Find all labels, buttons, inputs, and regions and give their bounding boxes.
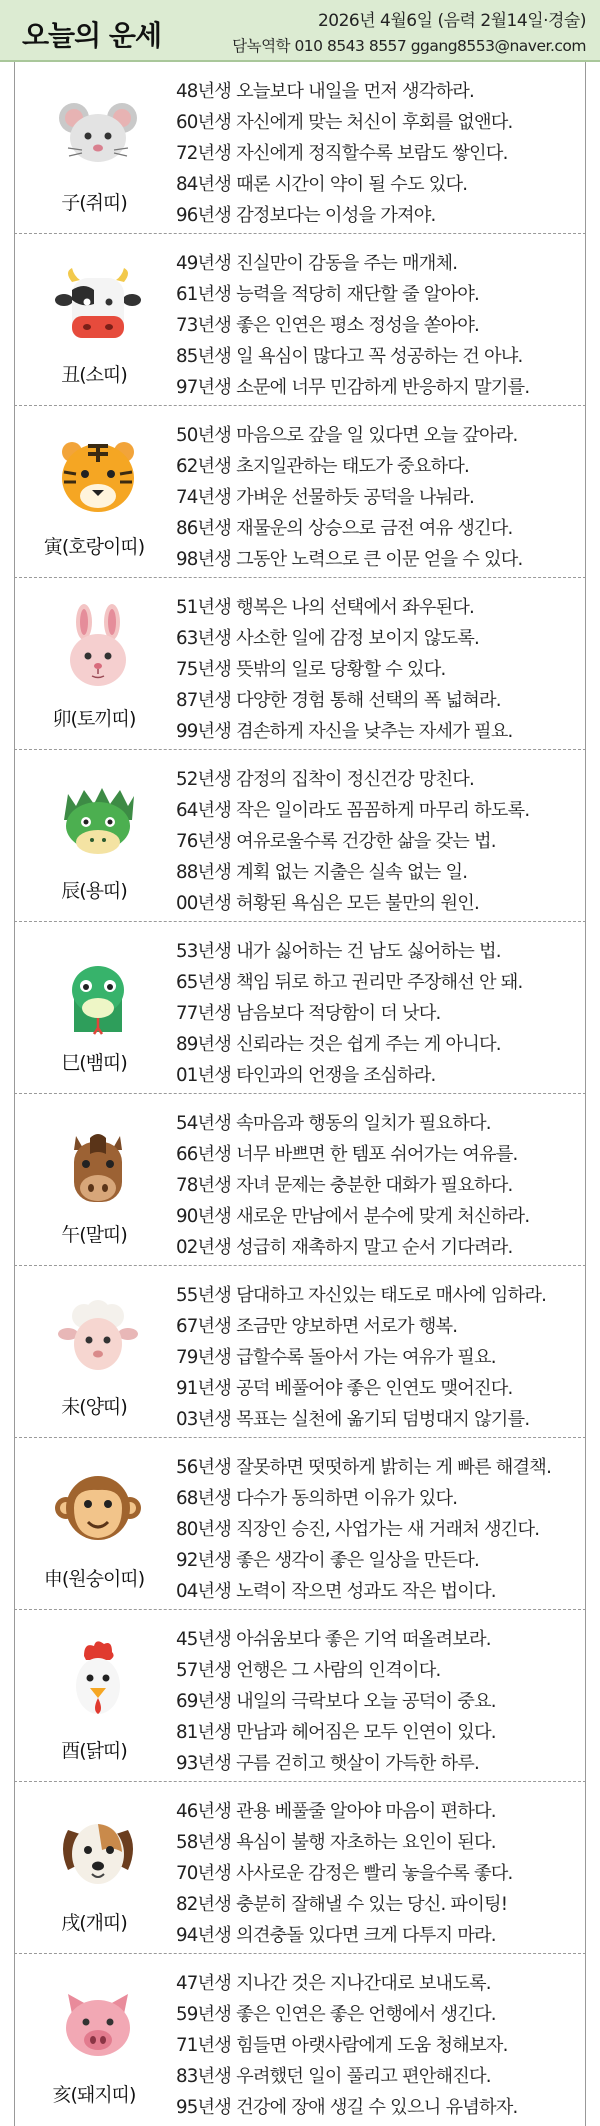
fortune-line <box>176 76 584 107</box>
birth-year: 82년생 <box>176 1894 232 1915</box>
birth-year: 80년생 <box>176 1519 232 1540</box>
fortune-lines <box>176 1796 584 1951</box>
fortune-line <box>176 1748 584 1779</box>
monkey-icon <box>54 1464 142 1552</box>
fortune-text: 잘못하면 떳떳하게 밝히는 게 빠른 해결책. <box>236 1457 552 1478</box>
birth-year: 69년생 <box>176 1691 232 1712</box>
fortune-line <box>176 1999 584 2030</box>
fortune-lines <box>176 420 584 575</box>
fortune-text: 구름 걷히고 햇살이 가득한 하루. <box>236 1753 479 1774</box>
birth-year: 85년생 <box>176 346 232 367</box>
birth-year: 57년생 <box>176 1660 232 1681</box>
fortune-text: 작은 일이라도 꼼꼼하게 마무리 하도록. <box>236 800 530 821</box>
animal-label: 亥(돼지띠) <box>52 2084 136 2106</box>
birth-year: 71년생 <box>176 2035 232 2056</box>
fortune-line <box>176 482 584 513</box>
fortune-line <box>176 513 584 544</box>
birth-year: 50년생 <box>176 425 232 446</box>
fortune-line <box>176 310 584 341</box>
fortune-line <box>176 1576 584 1607</box>
fortune-text: 사사로운 감정은 빨리 놓을수록 좋다. <box>236 1863 513 1884</box>
fortune-text: 조금만 양보하면 서로가 행복. <box>236 1316 458 1337</box>
birth-year: 93년생 <box>176 1753 232 1774</box>
birth-year: 54년생 <box>176 1113 232 1134</box>
zodiac-section <box>14 1782 586 1954</box>
fortune-text: 뜻밖의 일로 당황할 수 있다. <box>236 659 446 680</box>
fortune-line <box>176 420 584 451</box>
rooster-icon <box>54 1636 142 1724</box>
fortune-text: 일 욕심이 많다고 꼭 성공하는 건 아냐. <box>236 346 523 367</box>
animal-label: 午(말띠) <box>61 1224 127 1246</box>
animal-label: 未(양띠) <box>61 1396 127 1418</box>
page-title: 오늘의 운세 <box>22 19 161 52</box>
birth-year: 86년생 <box>176 518 232 539</box>
zodiac-section <box>14 62 586 234</box>
fortune-line <box>176 1655 584 1686</box>
fortune-lines <box>176 1108 584 1263</box>
birth-year: 59년생 <box>176 2004 232 2025</box>
birth-year: 63년생 <box>176 628 232 649</box>
birth-year: 67년생 <box>176 1316 232 1337</box>
fortune-line <box>176 716 584 747</box>
fortune-line <box>176 169 584 200</box>
dragon-icon <box>54 776 142 864</box>
fortune-text: 사소한 일에 감정 보이지 않도록. <box>236 628 479 649</box>
birth-year: 76년생 <box>176 831 232 852</box>
birth-year: 98년생 <box>176 549 232 570</box>
fortune-line <box>176 795 584 826</box>
animal-label: 卯(토끼띠) <box>52 708 136 730</box>
fortune-line <box>176 1796 584 1827</box>
fortune-line <box>176 857 584 888</box>
fortune-line <box>176 1029 584 1060</box>
zodiac-section <box>14 1610 586 1782</box>
fortune-lines <box>176 592 584 747</box>
rabbit-icon <box>54 604 142 692</box>
zodiac-section <box>14 1266 586 1438</box>
animal-label: 子(쥐띠) <box>61 192 127 214</box>
birth-year: 95년생 <box>176 2097 232 2118</box>
birth-year: 53년생 <box>176 941 232 962</box>
zodiac-section <box>14 1954 586 2126</box>
birth-year: 90년생 <box>176 1206 232 1227</box>
page-header <box>0 0 600 62</box>
fortune-text: 그동안 노력으로 큰 이문 얻을 수 있다. <box>236 549 523 570</box>
fortune-text: 다양한 경험 통해 선택의 폭 넓혀라. <box>236 690 501 711</box>
fortune-line <box>176 107 584 138</box>
fortune-line <box>176 967 584 998</box>
zodiac-section <box>14 750 586 922</box>
fortune-text: 가벼운 선물하듯 공덕을 나눠라. <box>236 487 475 508</box>
birth-year: 88년생 <box>176 862 232 883</box>
dog-icon <box>54 1808 142 1896</box>
birth-year: 61년생 <box>176 284 232 305</box>
animal-label: 丑(소띠) <box>61 364 127 386</box>
fortune-line <box>176 544 584 575</box>
birth-year: 48년생 <box>176 81 232 102</box>
pig-icon <box>54 1980 142 2068</box>
fortune-text: 욕심이 불행 자초하는 요인이 된다. <box>236 1832 496 1853</box>
zodiac-section <box>14 234 586 406</box>
birth-year: 77년생 <box>176 1003 232 1024</box>
birth-year: 66년생 <box>176 1144 232 1165</box>
fortune-line <box>176 1060 584 1091</box>
fortune-line <box>176 685 584 716</box>
fortune-text: 감정보다는 이성을 가져야. <box>236 205 436 226</box>
fortune-text: 때론 시간이 약이 될 수도 있다. <box>236 174 468 195</box>
fortune-line <box>176 2030 584 2061</box>
animal-label: 酉(닭띠) <box>61 1740 127 1762</box>
fortune-line <box>176 138 584 169</box>
fortune-text: 충분히 잘해낼 수 있는 당신. 파이팅! <box>236 1894 508 1915</box>
birth-year: 58년생 <box>176 1832 232 1853</box>
fortune-text: 지나간 것은 지나간대로 보내도록. <box>236 1973 491 1994</box>
fortune-text: 진실만이 감동을 주는 매개체. <box>236 253 458 274</box>
birth-year: 92년생 <box>176 1550 232 1571</box>
fortune-text: 목표는 실천에 옮기되 덤벙대지 않기를. <box>236 1409 530 1430</box>
fortune-lines <box>176 1280 584 1435</box>
fortune-line <box>176 1920 584 1951</box>
ox-icon <box>54 260 142 348</box>
animal-label: 戌(개띠) <box>61 1912 127 1934</box>
fortune-text: 속마음과 행동의 일치가 필요하다. <box>236 1113 491 1134</box>
fortune-line <box>176 372 584 403</box>
birth-year: 99년생 <box>176 721 232 742</box>
fortune-lines <box>176 936 584 1091</box>
birth-year: 94년생 <box>176 1925 232 1946</box>
fortune-text: 내일의 극락보다 오늘 공덕이 중요. <box>236 1691 496 1712</box>
fortune-line <box>176 200 584 231</box>
birth-year: 70년생 <box>176 1863 232 1884</box>
birth-year: 73년생 <box>176 315 232 336</box>
fortune-text: 아쉬움보다 좋은 기억 떠올려보라. <box>236 1629 491 1650</box>
zodiac-section <box>14 1094 586 1266</box>
fortune-text: 타인과의 언쟁을 조심하라. <box>236 1065 436 1086</box>
birth-year: 64년생 <box>176 800 232 821</box>
date-line: 2026년 4월6일 (음력 2월14일·경술) <box>317 11 586 31</box>
fortune-text: 남음보다 적당함이 더 낫다. <box>236 1003 441 1024</box>
fortune-text: 힘들면 아랫사람에게 도움 청해보자. <box>236 2035 508 2056</box>
fortune-text: 건강에 장애 생길 수 있으니 유념하자. <box>236 2097 518 2118</box>
fortune-line <box>176 592 584 623</box>
birth-year: 52년생 <box>176 769 232 790</box>
birth-year: 72년생 <box>176 143 232 164</box>
fortune-text: 너무 바쁘면 한 템포 쉬어가는 여유를. <box>236 1144 518 1165</box>
fortune-line <box>176 1827 584 1858</box>
birth-year: 87년생 <box>176 690 232 711</box>
birth-year: 00년생 <box>176 893 232 914</box>
fortune-text: 관용 베풀줄 알아야 마음이 편하다. <box>236 1801 496 1822</box>
fortune-lines <box>176 248 584 403</box>
fortune-text: 직장인 승진, 사업가는 새 거래처 생긴다. <box>236 1519 540 1540</box>
fortune-text: 능력을 적당히 재단할 줄 알아야. <box>236 284 479 305</box>
fortune-text: 마음으로 갚을 일 있다면 오늘 갚아라. <box>236 425 518 446</box>
fortune-lines <box>176 1452 584 1607</box>
fortune-line <box>176 1170 584 1201</box>
fortune-text: 오늘보다 내일을 먼저 생각하라. <box>236 81 475 102</box>
fortune-text: 감정의 집착이 정신건강 망친다. <box>236 769 475 790</box>
fortune-text: 공덕 베풀어야 좋은 인연도 맺어진다. <box>236 1378 513 1399</box>
fortune-line <box>176 654 584 685</box>
zodiac-section <box>14 406 586 578</box>
birth-year: 75년생 <box>176 659 232 680</box>
fortune-line <box>176 2092 584 2123</box>
fortune-text: 만남과 헤어짐은 모두 인연이 있다. <box>236 1722 496 1743</box>
birth-year: 89년생 <box>176 1034 232 1055</box>
birth-year: 81년생 <box>176 1722 232 1743</box>
fortune-text: 겸손하게 자신을 낮추는 자세가 필요. <box>236 721 513 742</box>
fortune-text: 우려했던 일이 풀리고 편안해진다. <box>236 2066 491 2087</box>
rat-icon <box>54 88 142 176</box>
fortune-text: 내가 싫어하는 건 남도 싫어하는 법. <box>236 941 501 962</box>
birth-year: 74년생 <box>176 487 232 508</box>
fortune-line <box>176 248 584 279</box>
fortune-text: 의견충돌 있다면 크게 다투지 마라. <box>236 1925 496 1946</box>
fortune-line <box>176 279 584 310</box>
fortune-line <box>176 826 584 857</box>
birth-year: 02년생 <box>176 1237 232 1258</box>
fortune-text: 재물운의 상승으로 금전 여유 생긴다. <box>236 518 513 539</box>
tiger-icon <box>54 432 142 520</box>
fortune-text: 노력이 작으면 성과도 작은 법이다. <box>236 1581 496 1602</box>
fortune-text: 자신에게 맞는 처신이 후회를 없앤다. <box>236 112 513 133</box>
fortune-line <box>176 1139 584 1170</box>
fortune-line <box>176 1201 584 1232</box>
birth-year: 51년생 <box>176 597 232 618</box>
birth-year: 46년생 <box>176 1801 232 1822</box>
birth-year: 03년생 <box>176 1409 232 1430</box>
fortune-line <box>176 936 584 967</box>
zodiac-section <box>14 578 586 750</box>
snake-icon <box>54 948 142 1036</box>
fortune-lines <box>176 76 584 231</box>
birth-year: 01년생 <box>176 1065 232 1086</box>
birth-year: 47년생 <box>176 1973 232 1994</box>
fortune-lines <box>176 1624 584 1779</box>
birth-year: 83년생 <box>176 2066 232 2087</box>
animal-label: 辰(용띠) <box>61 880 127 902</box>
fortune-line <box>176 451 584 482</box>
fortune-text: 언행은 그 사람의 인격이다. <box>236 1660 441 1681</box>
fortune-text: 행복은 나의 선택에서 좌우된다. <box>236 597 475 618</box>
fortune-line <box>176 1404 584 1435</box>
zodiac-section <box>14 1438 586 1610</box>
fortune-text: 여유로울수록 건강한 삶을 갖는 법. <box>236 831 496 852</box>
birth-year: 49년생 <box>176 253 232 274</box>
fortune-line <box>176 1483 584 1514</box>
fortune-text: 좋은 인연은 좋은 언행에서 생긴다. <box>236 2004 496 2025</box>
fortune-line <box>176 1686 584 1717</box>
fortune-line <box>176 1717 584 1748</box>
animal-label: 申(원숭이띠) <box>43 1568 145 1590</box>
sheep-icon <box>54 1292 142 1380</box>
zodiac-section <box>14 922 586 1094</box>
animal-label: 寅(호랑이띠) <box>43 536 145 558</box>
fortune-lines <box>176 764 584 919</box>
birth-year: 60년생 <box>176 112 232 133</box>
fortune-line <box>176 1342 584 1373</box>
fortune-text: 성급히 재촉하지 말고 순서 기다려라. <box>236 1237 513 1258</box>
fortune-line <box>176 1968 584 1999</box>
birth-year: 55년생 <box>176 1285 232 1306</box>
birth-year: 68년생 <box>176 1488 232 1509</box>
birth-year: 45년생 <box>176 1629 232 1650</box>
birth-year: 65년생 <box>176 972 232 993</box>
fortune-text: 소문에 너무 민감하게 반응하지 말기를. <box>236 377 530 398</box>
fortune-line <box>176 1373 584 1404</box>
fortune-text: 새로운 만남에서 분수에 맞게 처신하라. <box>236 1206 530 1227</box>
fortune-line <box>176 1514 584 1545</box>
fortune-line <box>176 888 584 919</box>
birth-year: 91년생 <box>176 1378 232 1399</box>
fortune-line <box>176 1280 584 1311</box>
birth-year: 78년생 <box>176 1175 232 1196</box>
fortune-lines <box>176 1968 584 2123</box>
fortune-text: 담대하고 자신있는 태도로 매사에 임하라. <box>236 1285 547 1306</box>
fortune-line <box>176 998 584 1029</box>
fortune-text: 자신에게 정직할수록 보람도 쌓인다. <box>236 143 508 164</box>
fortune-text: 자녀 문제는 충분한 대화가 필요하다. <box>236 1175 513 1196</box>
fortune-text: 다수가 동의하면 이유가 있다. <box>236 1488 458 1509</box>
birth-year: 04년생 <box>176 1581 232 1602</box>
birth-year: 96년생 <box>176 205 232 226</box>
birth-year: 79년생 <box>176 1347 232 1368</box>
fortune-line <box>176 1108 584 1139</box>
fortune-text: 책임 뒤로 하고 권리만 주장해선 안 돼. <box>236 972 523 993</box>
fortune-text: 좋은 인연은 평소 정성을 쏟아야. <box>236 315 479 336</box>
fortune-line <box>176 764 584 795</box>
fortune-text: 계획 없는 지출은 실속 없는 일. <box>236 862 468 883</box>
horse-icon <box>54 1120 142 1208</box>
birth-year: 56년생 <box>176 1457 232 1478</box>
fortune-line <box>176 341 584 372</box>
birth-year: 62년생 <box>176 456 232 477</box>
fortune-line <box>176 2061 584 2092</box>
fortune-text: 초지일관하는 태도가 중요하다. <box>236 456 470 477</box>
contact-line: 담녹역학 010 8543 8557 ggang8553@naver.com <box>232 37 586 55</box>
fortune-line <box>176 1889 584 1920</box>
fortune-line <box>176 1624 584 1655</box>
fortune-text: 급할수록 돌아서 가는 여유가 필요. <box>236 1347 496 1368</box>
birth-year: 84년생 <box>176 174 232 195</box>
fortune-text: 좋은 생각이 좋은 일상을 만든다. <box>236 1550 479 1571</box>
fortune-line <box>176 1311 584 1342</box>
fortune-line <box>176 623 584 654</box>
fortune-line <box>176 1545 584 1576</box>
fortune-line <box>176 1452 584 1483</box>
fortune-line <box>176 1232 584 1263</box>
animal-label: 巳(뱀띠) <box>61 1052 127 1074</box>
fortune-text: 허황된 욕심은 모든 불만의 원인. <box>236 893 479 914</box>
birth-year: 97년생 <box>176 377 232 398</box>
fortune-text: 신뢰라는 것은 쉽게 주는 게 아니다. <box>236 1034 501 1055</box>
fortune-line <box>176 1858 584 1889</box>
